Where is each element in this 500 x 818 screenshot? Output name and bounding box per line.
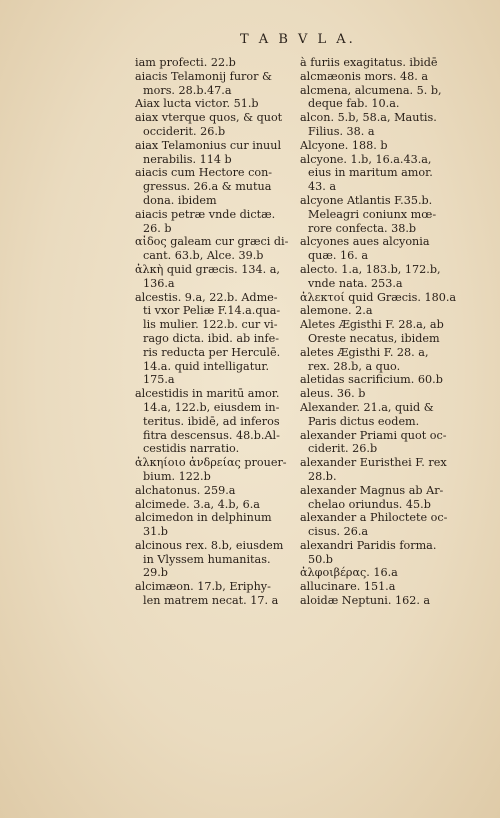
- index-entry-line: eius in maritum amor.: [308, 166, 433, 180]
- index-entry-line: aletes Ægisthi F. 28. a,: [300, 345, 429, 359]
- index-entry-line: allucinare. 151.a: [300, 580, 396, 594]
- index-entry-line: alexander a Philoctete oc-: [300, 511, 448, 525]
- index-entry-line: ἀλεκτοί quid Græcis. 180.a: [300, 290, 457, 304]
- index-entry-line: Alcyone. 188. b: [300, 138, 388, 152]
- index-entry-line: Alexander. 21.a, quid &: [300, 400, 434, 414]
- index-entry-line: alexander Magnus ab Ar-: [300, 483, 444, 497]
- index-entry-line: alcestis. 9.a, 22.b. Adme-: [135, 290, 278, 304]
- index-entry-line: Meleagri coniunx mœ-: [308, 207, 437, 221]
- index-entry-line: aiacis Telamonij furor &: [135, 69, 272, 83]
- index-entry-line: aleus. 36. b: [300, 387, 366, 401]
- index-entry-line: aiacis petræ vnde dictæ.: [135, 207, 276, 221]
- index-entry-line: cestidis narratio.: [143, 442, 240, 456]
- index-entry-line: alcimedon in delphinum: [135, 511, 272, 525]
- index-entry-line: occiderit. 26.b: [143, 124, 226, 138]
- index-entry-line: gressus. 26.a & mutua: [143, 180, 272, 194]
- index-column-right: [300, 56, 458, 608]
- index-entry-line: teritus. ibidē, ad inferos: [143, 414, 280, 428]
- index-entry-line: alcimæon. 17.b, Eriphy-: [135, 580, 271, 594]
- index-entry-line: aloidæ Neptuni. 162. a: [300, 594, 431, 608]
- index-entry-line: alcon. 5.b, 58.a, Mautis.: [300, 111, 437, 125]
- index-entry-line: 136.a: [143, 276, 175, 290]
- index-entry-line: Paris dictus eodem.: [308, 414, 420, 428]
- index-entry-line: alchatonus. 259.a: [135, 483, 236, 497]
- index-entry-line: 29.b: [143, 566, 168, 580]
- index-entry-line: alemone. 2.a: [300, 304, 373, 318]
- index-entry-line: alecto. 1.a, 183.b, 172.b,: [300, 262, 441, 276]
- index-entry-line: à furiis exagitatus. ibidē: [300, 56, 438, 69]
- index-entry-line: fitra descensus. 48.b.Al-: [143, 428, 280, 442]
- index-entry-line: alcyones aues alcyonia: [300, 235, 430, 249]
- index-entry-line: alcyone. 1.b, 16.a.43.a,: [300, 152, 432, 166]
- index-entry-line: dona. ibidem: [143, 193, 217, 207]
- index-entry-line: cant. 63.b, Alce. 39.b: [143, 249, 264, 263]
- index-entry-line: 28.b.: [308, 469, 337, 483]
- index-entry-line: lis mulier. 122.b. cur vi-: [143, 318, 278, 332]
- index-entry-line: 43. a: [308, 180, 337, 194]
- index-entry-line: len matrem necat. 17. a: [143, 594, 279, 608]
- index-entry-line: nerabilis. 114 b: [143, 152, 232, 166]
- index-entry-line: ciderit. 26.b: [308, 442, 378, 456]
- index-entry-line: rago dicta. ibid. ab infe-: [143, 331, 280, 345]
- index-entry-line: alcimede. 3.a, 4.b, 6.a: [135, 497, 260, 511]
- index-entry-line: 175.a: [143, 373, 175, 387]
- index-entry-line: aiax vterque quos, & quot: [135, 111, 283, 125]
- index-entry-line: 14.a, 122.b, eiusdem in-: [143, 400, 280, 414]
- index-entry-line: αἶδος galeam cur græci di-: [135, 235, 289, 249]
- index-entry-line: ἀλκηίοιο ἀνδρείας prouer-: [135, 456, 287, 470]
- index-entry-line: ἀλφοιβέρας. 16.a: [300, 566, 398, 580]
- index-entry-line: alexander Priami quot oc-: [300, 428, 447, 442]
- index-entry-line: ris reducta per Herculē.: [143, 345, 281, 359]
- index-entry-line: ἀλκὴ quid græcis. 134. a,: [135, 262, 280, 276]
- index-entry-line: ti vxor Peliæ F.14.a.qua-: [143, 304, 281, 318]
- page-header: [0, 32, 500, 50]
- index-entry-line: 14.a. quid intelligatur.: [143, 359, 270, 373]
- index-entry-line: rore confecta. 38.b: [308, 221, 417, 235]
- index-entry-line: cisus. 26.a: [308, 525, 369, 539]
- index-entry-line: alcmæonis mors. 48. a: [300, 69, 429, 83]
- index-entry-line: alexander Euristhei F. rex: [300, 456, 447, 470]
- index-entry-line: 31.b: [143, 525, 168, 539]
- index-entry-line: vnde nata. 253.a: [308, 276, 403, 290]
- index-entry-line: quæ. 16. a: [308, 249, 369, 263]
- index-column-left: [135, 56, 295, 608]
- running-title: T A B V L A.: [240, 32, 356, 47]
- index-entry-line: alcestidis in maritū amor.: [135, 387, 280, 401]
- index-entry-line: 50.b: [308, 552, 333, 566]
- index-entry-line: alcyone Atlantis F.35.b.: [300, 193, 433, 207]
- index-entry-line: Aiax lucta victor. 51.b: [135, 97, 259, 111]
- index-entry-line: Aletes Ægisthi F. 28.a, ab: [300, 318, 444, 332]
- index-entry-line: mors. 28.b.47.a: [143, 83, 232, 97]
- index-entry-line: deque fab. 10.a.: [308, 97, 400, 111]
- index-entry-line: chelao oriundus. 45.b: [308, 497, 431, 511]
- index-entry-line: alcinous rex. 8.b, eiusdem: [135, 538, 284, 552]
- index-entry-line: rex. 28.b, a quo.: [308, 359, 401, 373]
- index-entry-line: bium. 122.b: [143, 469, 211, 483]
- index-entry-line: alexandri Paridis forma.: [300, 538, 437, 552]
- index-entry-line: iam profecti. 22.b: [135, 56, 236, 69]
- index-entry-line: aiacis cum Hectore con-: [135, 166, 273, 180]
- index-entry-line: aletidas sacrificium. 60.b: [300, 373, 443, 387]
- index-entry-line: Oreste necatus, ibidem: [308, 331, 440, 345]
- index-entry-line: 26. b: [143, 221, 172, 235]
- index-entry-line: in Vlyssem humanitas.: [143, 552, 271, 566]
- index-entry-line: alcmena, alcumena. 5. b,: [300, 83, 442, 97]
- index-entry-line: aiax Telamonius cur inuul: [135, 138, 282, 152]
- index-entry-line: Filius. 38. a: [308, 124, 375, 138]
